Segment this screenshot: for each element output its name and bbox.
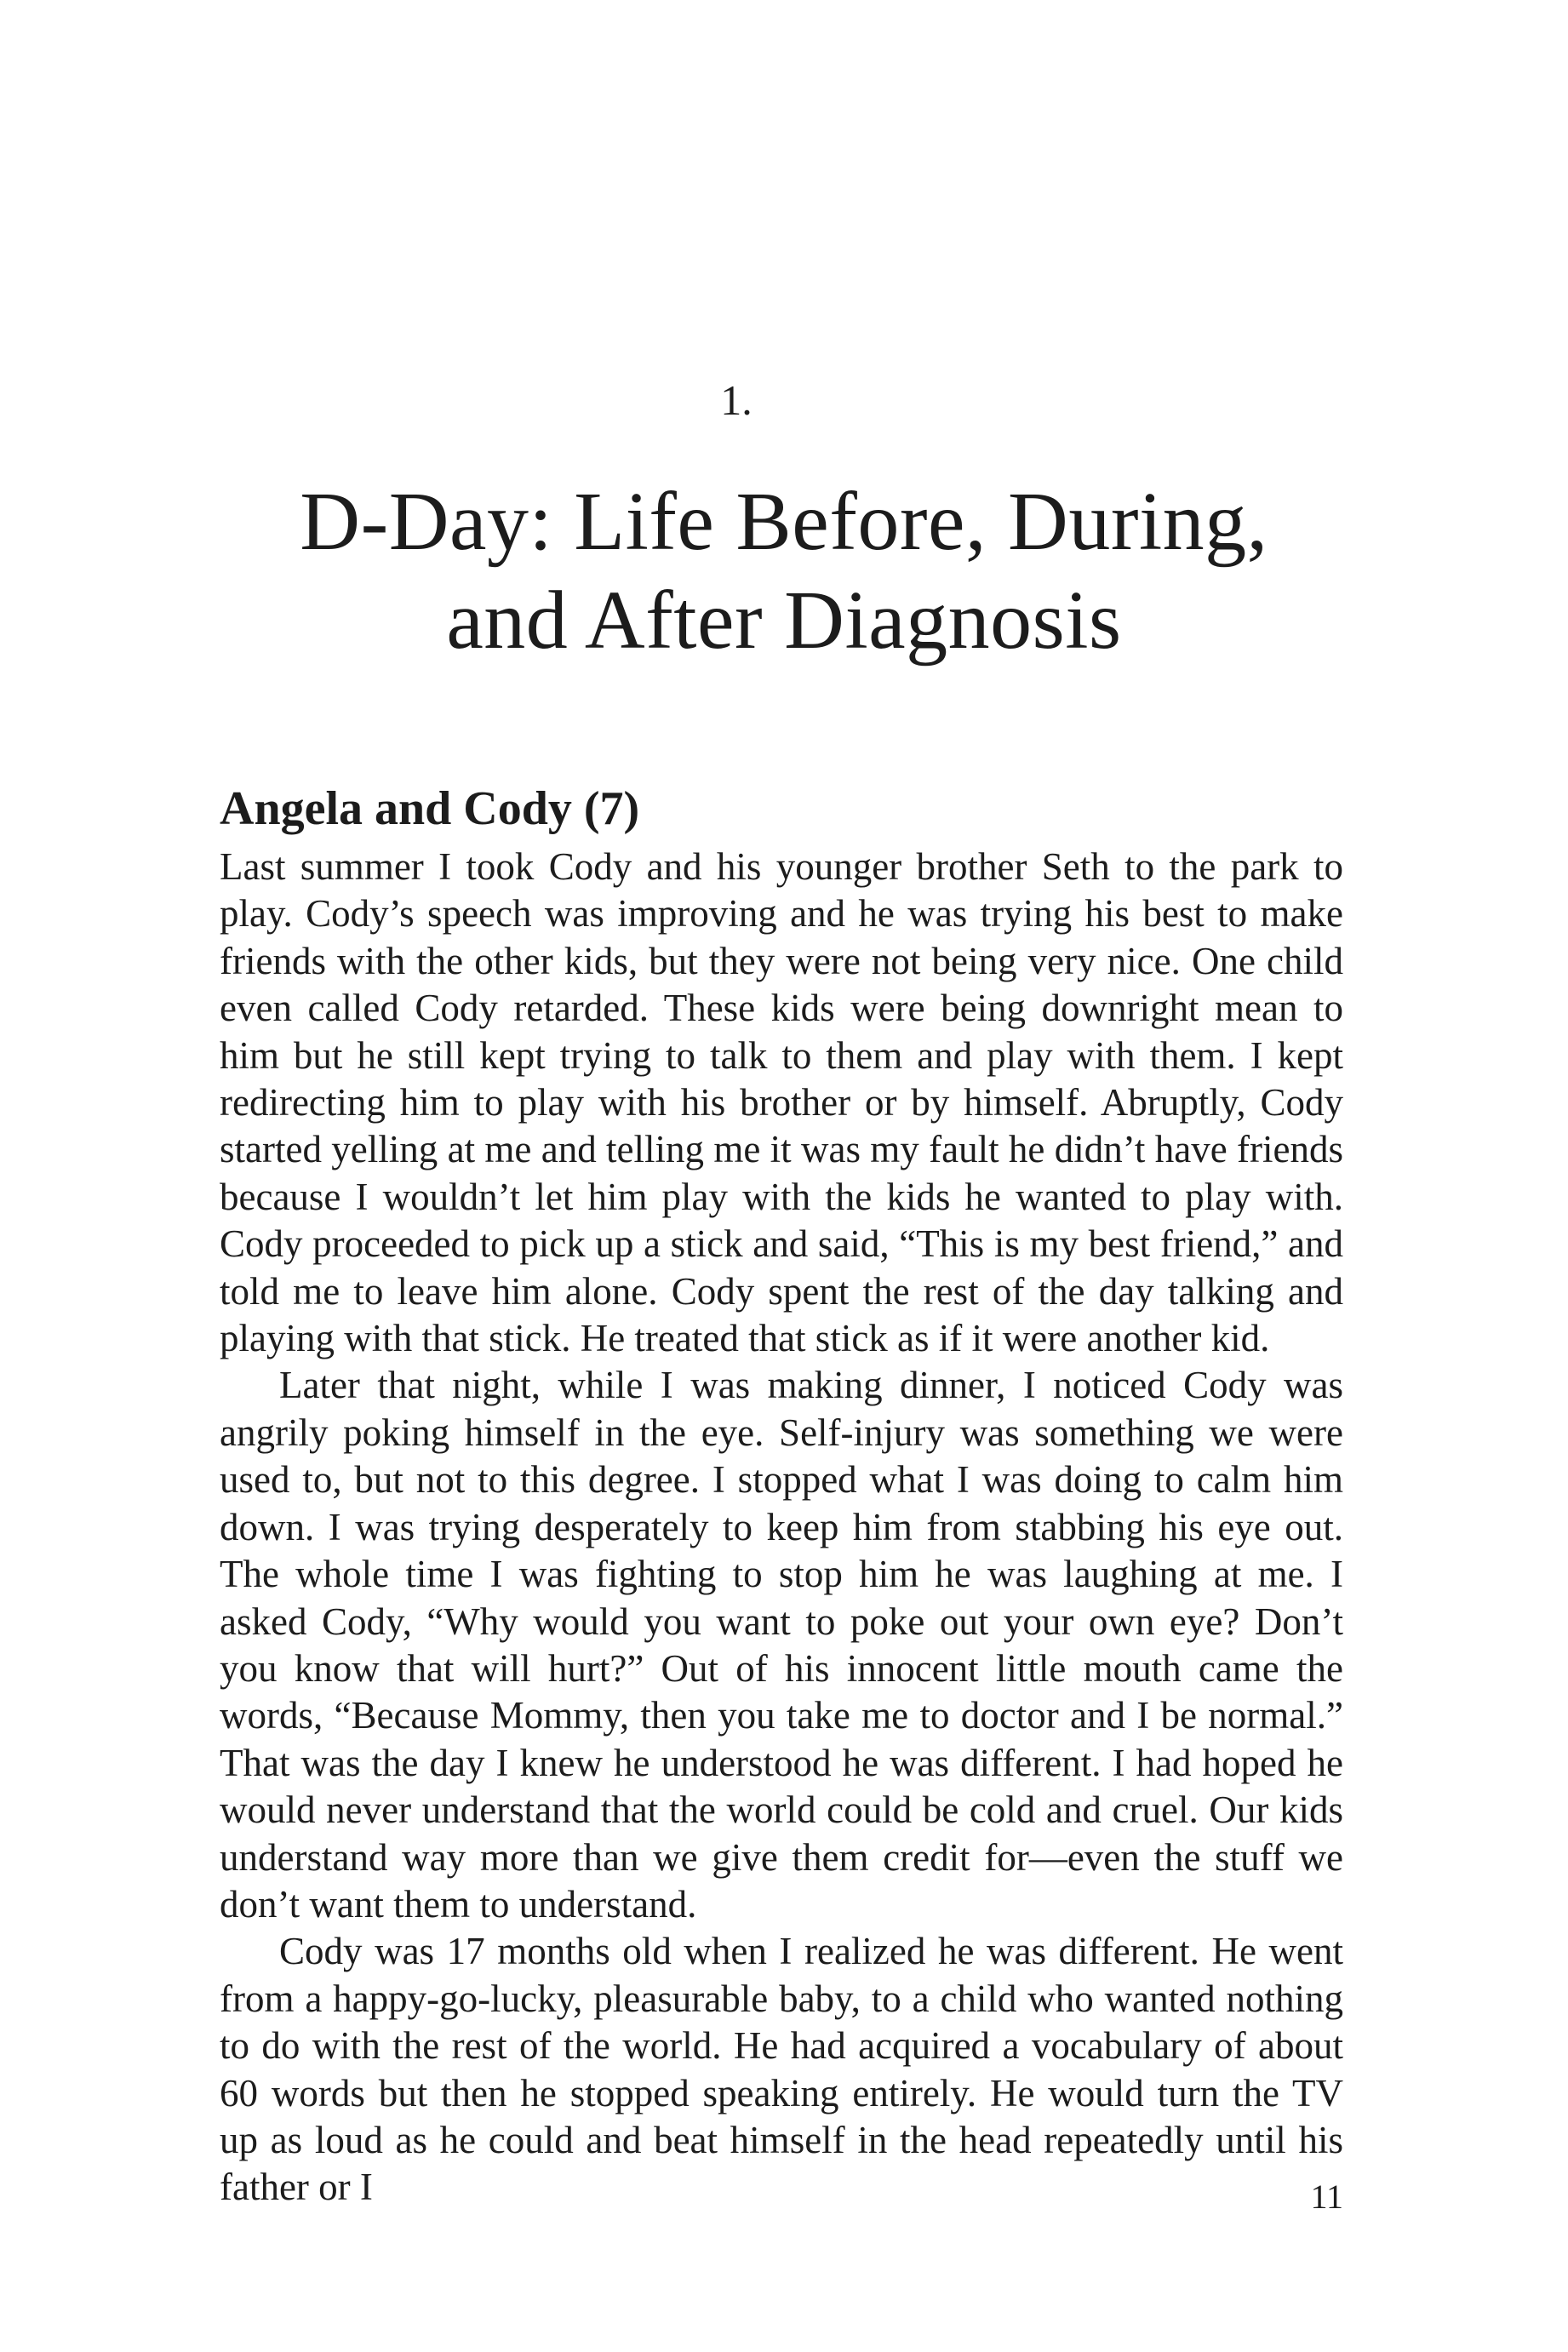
paragraph: Last summer I took Cody and his younger brother Seth to the park to play. Cody’s speech was improving and he was trying his best to make friends with the other kids, but they were not being very nice. One child even called Cody retarded. These kids were being downright mean to him but he still kept trying to talk to them and play with them. I kept redirecting him to play with his brother or by himself. Abruptly, Cody started yelling at me and telling me it was my fault he didn’t have friends because I wouldn’t let him play with the kids he wanted to play with. Cody proceeded to pick up a stick and said, “This is my best friend,” and told me to leave him alone. Cody spent the rest of the day talking and playing with that stick. He treated that stick as if it were another kid.: [220, 845, 1343, 1360]
chapter-title: [0, 472, 1568, 670]
paragraph: Cody was 17 months old when I realized he was different. He went from a happy-go-lucky, pleasurable baby, to a child who wanted nothing to do with the rest of the world. He had acquired a vocabulary of about 60 words but then he stopped speaking entirely. He would turn the TV up as loud as he could and beat himself in the head repeatedly until his father or I: [220, 1930, 1343, 2209]
chapter-number: 1.: [720, 376, 753, 424]
section-heading: Angela and Cody (7): [220, 782, 640, 835]
body-text: [220, 844, 1343, 2212]
chapter-title-line-2: and After Diagnosis: [446, 575, 1122, 667]
paragraph: Later that night, while I was making dinner, I noticed Cody was angrily poking himself in the eye. Self-injury was something we were used to, but not to this degree. I stopped what I was doing to calm him down. I was trying desperately to keep him from stabbing his eye out. The whole time I was fighting to stop him he was laughing at me. I asked Cody, “Why would you want to poke out your own eye? Don’t you know that will hurt?” Out of his innocent little mouth came the words, “Because Mommy, then you take me to doctor and I be normal.” That was the day I knew he understood he was different. I had hoped he would never understand that the world could be cold and cruel. Our kids understand way more than we give them credit for—even the stuff we don’t want them to understand.: [220, 1364, 1343, 1926]
page-number: 11: [1310, 2177, 1343, 2216]
chapter-title-line-1: D-Day: Life Before, During,: [300, 476, 1268, 568]
